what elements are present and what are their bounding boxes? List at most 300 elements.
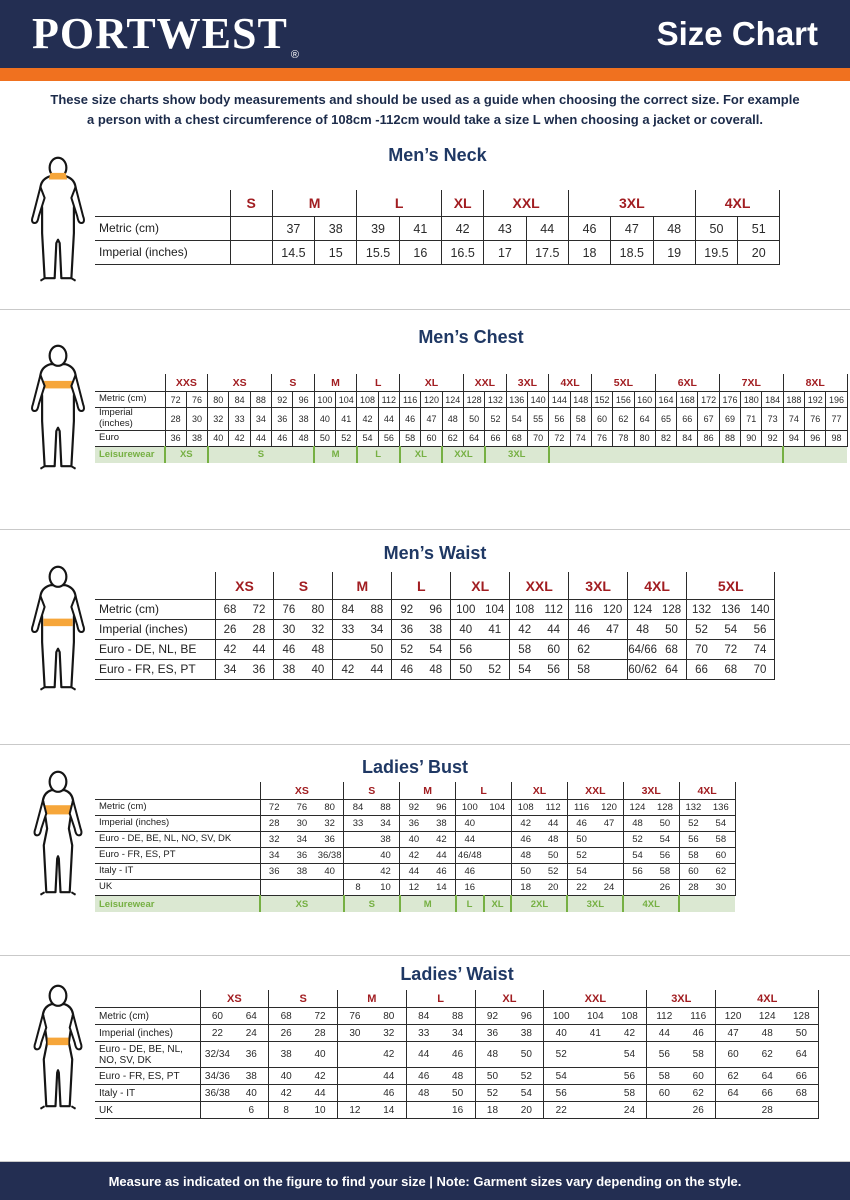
- table-cell: 40: [303, 660, 332, 680]
- table-cell: 40: [456, 816, 484, 832]
- table-cell: 33: [333, 620, 362, 640]
- size-group-header: S: [230, 190, 272, 217]
- table-cell: 44: [539, 620, 568, 640]
- table-cell: 60: [679, 864, 707, 880]
- table-cell: 38: [509, 1025, 543, 1042]
- table-cell: 104: [336, 392, 357, 408]
- table-cell: 88: [719, 430, 740, 446]
- table-cell: 124: [750, 1008, 784, 1025]
- table-cell: 160: [634, 392, 655, 408]
- table-cell: 40: [400, 832, 428, 848]
- table-cell: 28: [244, 620, 273, 640]
- table-cell: 46: [511, 832, 539, 848]
- table-cell: [230, 217, 272, 241]
- table-cell: 180: [741, 392, 762, 408]
- table-cell: 24: [595, 880, 623, 896]
- leisurewear-segment: XL: [400, 446, 443, 463]
- table-row: [95, 1042, 819, 1068]
- row-label: Euro - FR, ES, PT: [95, 660, 215, 680]
- table-cell: 54: [421, 640, 450, 660]
- table-cell: 112: [539, 800, 567, 816]
- table-cell: [623, 880, 651, 896]
- mens-chest-section: [0, 310, 850, 530]
- table-cell: 76: [805, 408, 826, 430]
- table-cell: 46: [568, 217, 610, 241]
- table-cell: 44: [428, 848, 456, 864]
- table-cell: 16.5: [442, 241, 484, 265]
- table-cell: 56: [647, 1042, 681, 1068]
- table-cell: 34: [372, 816, 400, 832]
- table-cell: 84: [229, 392, 250, 408]
- table-cell: 42: [511, 816, 539, 832]
- table-cell: 41: [578, 1025, 612, 1042]
- table-cell: 36: [400, 816, 428, 832]
- table-cell: 56: [651, 848, 679, 864]
- size-group-header: S: [274, 572, 333, 600]
- table-cell: 104: [480, 600, 509, 620]
- table-cell: 26: [215, 620, 244, 640]
- table-cell: 50: [784, 1025, 818, 1042]
- table-cell: 14.5: [272, 241, 314, 265]
- table-cell: 70: [745, 660, 774, 680]
- table-row: [95, 1068, 819, 1085]
- table-cell: 39: [357, 217, 399, 241]
- table-cell: 32/34: [200, 1042, 234, 1068]
- table-cell: 90: [741, 430, 762, 446]
- table-cell: 38: [288, 864, 316, 880]
- table-cell: 66: [750, 1085, 784, 1102]
- table-cell: 46: [428, 864, 456, 880]
- table-cell: 78: [613, 430, 634, 446]
- row-label: Euro - DE, BE, NL, NO, SV, DK: [95, 832, 260, 848]
- table-cell: [484, 848, 512, 864]
- table-cell: 36: [260, 864, 288, 880]
- table-cell: 112: [539, 600, 568, 620]
- ladies-waist-section: [0, 956, 850, 1162]
- table-cell: 96: [421, 600, 450, 620]
- table-cell: 36: [244, 660, 273, 680]
- row-label: Metric (cm): [95, 800, 260, 816]
- table-cell: 42: [613, 1025, 647, 1042]
- table-cell: 30: [186, 408, 207, 430]
- size-group-header: 5XL: [591, 374, 655, 392]
- table-cell: 40: [303, 1042, 337, 1068]
- table-row: [95, 430, 847, 446]
- table-cell: 108: [510, 600, 539, 620]
- table-cell: 52: [567, 848, 595, 864]
- table-cell: 168: [677, 392, 698, 408]
- table-cell: 58: [569, 660, 598, 680]
- table-cell: 17: [484, 241, 526, 265]
- table-cell: [406, 1102, 440, 1119]
- table-cell: 38: [372, 832, 400, 848]
- size-group-header: M: [272, 190, 357, 217]
- table-cell: 24: [234, 1025, 268, 1042]
- table-cell: [578, 1102, 612, 1119]
- female-waist-highlight-figure: [12, 980, 104, 1122]
- table-cell: 56: [539, 660, 568, 680]
- table-cell: 60: [200, 1008, 234, 1025]
- table-cell: 44: [647, 1025, 681, 1042]
- table-cell: 46: [372, 1085, 406, 1102]
- table-cell: 34: [288, 832, 316, 848]
- table-cell: 52: [539, 864, 567, 880]
- table-cell: 54: [357, 430, 378, 446]
- header-corner-cell: [95, 190, 230, 217]
- table-cell: 16: [399, 241, 441, 265]
- table-cell: 32: [372, 1025, 406, 1042]
- table-cell: 40: [314, 408, 335, 430]
- table-cell: 120: [716, 1008, 750, 1025]
- table-cell: 44: [456, 832, 484, 848]
- table-cell: 132: [679, 800, 707, 816]
- table-cell: 68: [657, 640, 686, 660]
- table-cell: 164: [655, 392, 676, 408]
- table-cell: 60: [716, 1042, 750, 1068]
- table-cell: 47: [716, 1025, 750, 1042]
- size-group-header: 3XL: [568, 190, 695, 217]
- table-cell: 36: [165, 430, 186, 446]
- row-label: Euro - DE, NL, BE: [95, 640, 215, 660]
- table-cell: 128: [651, 800, 679, 816]
- table-cell: 32: [316, 816, 344, 832]
- leisurewear-segment: XXL: [442, 446, 485, 463]
- table-cell: 52: [480, 660, 509, 680]
- table-cell: 50: [651, 816, 679, 832]
- table-cell: 15: [315, 241, 357, 265]
- table-cell: 84: [677, 430, 698, 446]
- table-cell: 192: [805, 392, 826, 408]
- table-cell: 58: [400, 430, 421, 446]
- table-cell: 50: [441, 1085, 475, 1102]
- table-cell: 112: [647, 1008, 681, 1025]
- table-cell: 88: [441, 1008, 475, 1025]
- ladies-waist-table: [95, 990, 819, 1120]
- table-cell: 6: [234, 1102, 268, 1119]
- leisurewear-segment: S: [208, 446, 315, 463]
- table-cell: 50: [463, 408, 484, 430]
- size-group-header: 3XL: [623, 782, 679, 800]
- table-cell: 128: [657, 600, 686, 620]
- row-label: Imperial (inches): [95, 816, 260, 832]
- table-cell: [484, 816, 512, 832]
- table-cell: 22: [544, 1102, 578, 1119]
- table-cell: 26: [681, 1102, 715, 1119]
- table-cell: 100: [451, 600, 480, 620]
- table-cell: 56: [623, 864, 651, 880]
- size-group-header: XXL: [484, 190, 569, 217]
- table-cell: 104: [578, 1008, 612, 1025]
- leisurewear-segment: S: [344, 896, 400, 912]
- table-cell: [595, 832, 623, 848]
- table-cell: 56: [679, 832, 707, 848]
- size-group-header: S: [269, 990, 338, 1008]
- table-cell: 92: [392, 600, 421, 620]
- table-cell: 58: [613, 1085, 647, 1102]
- table-cell: 64: [716, 1085, 750, 1102]
- table-cell: 62: [569, 640, 598, 660]
- table-cell: 136: [716, 600, 745, 620]
- leisurewear-segment: 3XL: [485, 446, 549, 463]
- table-cell: [338, 1068, 372, 1085]
- table-cell: 22: [200, 1025, 234, 1042]
- header-corner-cell: [95, 572, 215, 600]
- table-cell: 56: [549, 408, 570, 430]
- table-cell: 36: [392, 620, 421, 640]
- table-cell: 54: [509, 1085, 543, 1102]
- table-cell: 54: [510, 660, 539, 680]
- table-cell: [484, 880, 512, 896]
- table-cell: 54: [544, 1068, 578, 1085]
- size-group-header: L: [406, 990, 475, 1008]
- table-cell: 42: [269, 1085, 303, 1102]
- table-row: [95, 816, 735, 832]
- table-cell: 16: [441, 1102, 475, 1119]
- table-cell: [598, 660, 627, 680]
- table-cell: 62: [716, 1068, 750, 1085]
- header-corner-cell: [95, 782, 260, 800]
- table-cell: [288, 880, 316, 896]
- logo-text: PORTWEST: [32, 9, 288, 58]
- table-cell: 56: [613, 1068, 647, 1085]
- table-cell: 48: [303, 640, 332, 660]
- table-cell: 30: [707, 880, 735, 896]
- table-cell: 76: [288, 800, 316, 816]
- table-cell: 124: [628, 600, 657, 620]
- table-cell: 72: [716, 640, 745, 660]
- row-label: Metric (cm): [95, 600, 215, 620]
- table-cell: 96: [805, 430, 826, 446]
- size-group-header: XXL: [510, 572, 569, 600]
- row-label: Imperial (inches): [95, 241, 230, 265]
- table-cell: 54: [707, 816, 735, 832]
- table-cell: 38: [186, 430, 207, 446]
- ladies-bust-content: [95, 745, 850, 912]
- page-title: Size Chart: [656, 15, 818, 52]
- size-group-header: L: [357, 190, 442, 217]
- table-row: [95, 880, 735, 896]
- portwest-logo: [32, 9, 300, 61]
- table-cell: 46: [400, 408, 421, 430]
- table-cell: 17.5: [526, 241, 568, 265]
- table-cell: 52: [544, 1042, 578, 1068]
- size-group-header: XL: [511, 782, 567, 800]
- table-cell: 66: [677, 408, 698, 430]
- row-label: Euro - FR, ES, PT: [95, 1068, 200, 1085]
- table-cell: 50: [509, 1042, 543, 1068]
- table-cell: 44: [362, 660, 391, 680]
- table-cell: 56: [451, 640, 480, 660]
- table-cell: 18.5: [611, 241, 653, 265]
- header-bar: [0, 0, 850, 68]
- size-group-header: M: [333, 572, 392, 600]
- table-cell: 72: [244, 600, 273, 620]
- table-cell: 36: [316, 832, 344, 848]
- table-cell: 64: [463, 430, 484, 446]
- table-cell: 108: [613, 1008, 647, 1025]
- ladies-bust-title: Ladies’ Bust: [361, 757, 469, 777]
- table-cell: 52: [509, 1068, 543, 1085]
- table-row: [95, 1025, 819, 1042]
- table-cell: 44: [539, 816, 567, 832]
- table-cell: 42: [333, 660, 362, 680]
- size-group-header: L: [456, 782, 512, 800]
- table-cell: 196: [826, 392, 847, 408]
- table-cell: 33: [229, 408, 250, 430]
- table-cell: 46: [274, 640, 303, 660]
- table-cell: 41: [336, 408, 357, 430]
- table-cell: 44: [378, 408, 399, 430]
- size-header-row: [95, 782, 735, 800]
- table-cell: 26: [651, 880, 679, 896]
- table-cell: 92: [475, 1008, 509, 1025]
- table-cell: 80: [208, 392, 229, 408]
- table-cell: 56: [544, 1085, 578, 1102]
- table-cell: 51: [738, 217, 780, 241]
- table-cell: 60/62: [628, 660, 657, 680]
- intro-line-1: These size charts show body measurements and should be used as a guide when choosing the correct size. For example: [50, 92, 800, 107]
- table-cell: 28: [165, 408, 186, 430]
- size-group-header: M: [400, 782, 456, 800]
- table-cell: 77: [826, 408, 847, 430]
- table-cell: 120: [595, 800, 623, 816]
- table-cell: 60: [707, 848, 735, 864]
- table-row: [95, 800, 735, 816]
- table-cell: 46: [441, 1042, 475, 1068]
- ladies-bust-table: [95, 782, 736, 912]
- table-cell: 34: [250, 408, 271, 430]
- table-cell: 41: [480, 620, 509, 640]
- table-cell: [260, 880, 288, 896]
- table-cell: 42: [357, 408, 378, 430]
- leisurewear-row: [95, 896, 735, 912]
- table-cell: 50: [539, 848, 567, 864]
- table-cell: 44: [303, 1085, 337, 1102]
- row-label: UK: [95, 1102, 200, 1119]
- row-label: Euro - FR, ES, PT: [95, 848, 260, 864]
- table-cell: 18: [475, 1102, 509, 1119]
- table-cell: 50: [362, 640, 391, 660]
- leisurewear-segment: L: [456, 896, 484, 912]
- table-cell: 44: [526, 217, 568, 241]
- table-cell: [578, 1085, 612, 1102]
- table-cell: 18: [568, 241, 610, 265]
- table-cell: 42: [229, 430, 250, 446]
- row-label: Imperial (inches): [95, 408, 165, 430]
- size-group-header: XS: [200, 990, 269, 1008]
- table-cell: 64: [634, 408, 655, 430]
- table-cell: 54: [716, 620, 745, 640]
- table-cell: 30: [288, 816, 316, 832]
- table-cell: 38: [293, 408, 314, 430]
- size-group-header: XXS: [165, 374, 208, 392]
- table-row: [95, 832, 735, 848]
- leisurewear-segment: M: [314, 446, 357, 463]
- table-cell: 76: [186, 392, 207, 408]
- table-cell: 48: [653, 217, 695, 241]
- table-cell: 16: [456, 880, 484, 896]
- table-cell: 80: [316, 800, 344, 816]
- male-waist-highlight-figure: [12, 558, 104, 706]
- table-cell: 34: [441, 1025, 475, 1042]
- table-cell: 62: [442, 430, 463, 446]
- table-cell: 46: [406, 1068, 440, 1085]
- size-group-header: 8XL: [783, 374, 847, 392]
- size-group-header: 4XL: [679, 782, 735, 800]
- table-cell: 18: [511, 880, 539, 896]
- table-cell: 20: [738, 241, 780, 265]
- table-cell: 156: [613, 392, 634, 408]
- table-cell: 188: [783, 392, 804, 408]
- table-cell: 70: [527, 430, 548, 446]
- table-cell: 44: [372, 1068, 406, 1085]
- table-cell: 41: [399, 217, 441, 241]
- mens-chest-title: Men’s Chest: [418, 327, 524, 347]
- table-cell: 116: [681, 1008, 715, 1025]
- table-cell: [598, 640, 627, 660]
- table-cell: 44: [406, 1042, 440, 1068]
- table-cell: 20: [509, 1102, 543, 1119]
- table-cell: 64: [784, 1042, 818, 1068]
- table-cell: 40: [451, 620, 480, 640]
- size-group-header: M: [338, 990, 407, 1008]
- table-cell: 30: [338, 1025, 372, 1042]
- table-cell: 46: [456, 864, 484, 880]
- row-label: Metric (cm): [95, 1008, 200, 1025]
- ladies-waist-content: [95, 956, 850, 1119]
- table-cell: 184: [762, 392, 783, 408]
- table-cell: 58: [681, 1042, 715, 1068]
- size-group-header: S: [272, 374, 315, 392]
- row-label: Euro: [95, 430, 165, 446]
- table-cell: 48: [511, 848, 539, 864]
- leisurewear-segment: XL: [484, 896, 512, 912]
- table-cell: 50: [475, 1068, 509, 1085]
- mens-neck-content: [95, 132, 850, 265]
- table-cell: 36: [475, 1025, 509, 1042]
- table-cell: 48: [421, 660, 450, 680]
- table-cell: [344, 832, 372, 848]
- table-cell: 108: [511, 800, 539, 816]
- size-group-header: XS: [215, 572, 274, 600]
- table-cell: 48: [441, 1068, 475, 1085]
- table-cell: 33: [406, 1025, 440, 1042]
- intro-text: [42, 90, 808, 132]
- table-cell: 42: [372, 1042, 406, 1068]
- table-cell: 50: [451, 660, 480, 680]
- table-cell: 132: [687, 600, 716, 620]
- table-cell: 80: [372, 1008, 406, 1025]
- table-cell: 48: [406, 1085, 440, 1102]
- table-row: [95, 408, 847, 430]
- table-cell: 58: [651, 864, 679, 880]
- table-cell: 62: [681, 1085, 715, 1102]
- table-cell: 71: [741, 408, 762, 430]
- table-cell: 62: [750, 1042, 784, 1068]
- table-cell: 52: [679, 816, 707, 832]
- table-cell: 10: [303, 1102, 337, 1119]
- table-cell: [595, 848, 623, 864]
- table-cell: 32: [303, 620, 332, 640]
- table-cell: 92: [762, 430, 783, 446]
- table-cell: 38: [234, 1068, 268, 1085]
- table-cell: 50: [314, 430, 335, 446]
- table-cell: 54: [613, 1042, 647, 1068]
- table-cell: 60: [647, 1085, 681, 1102]
- table-cell: 112: [378, 392, 399, 408]
- table-cell: 66: [687, 660, 716, 680]
- table-cell: 36/38: [200, 1085, 234, 1102]
